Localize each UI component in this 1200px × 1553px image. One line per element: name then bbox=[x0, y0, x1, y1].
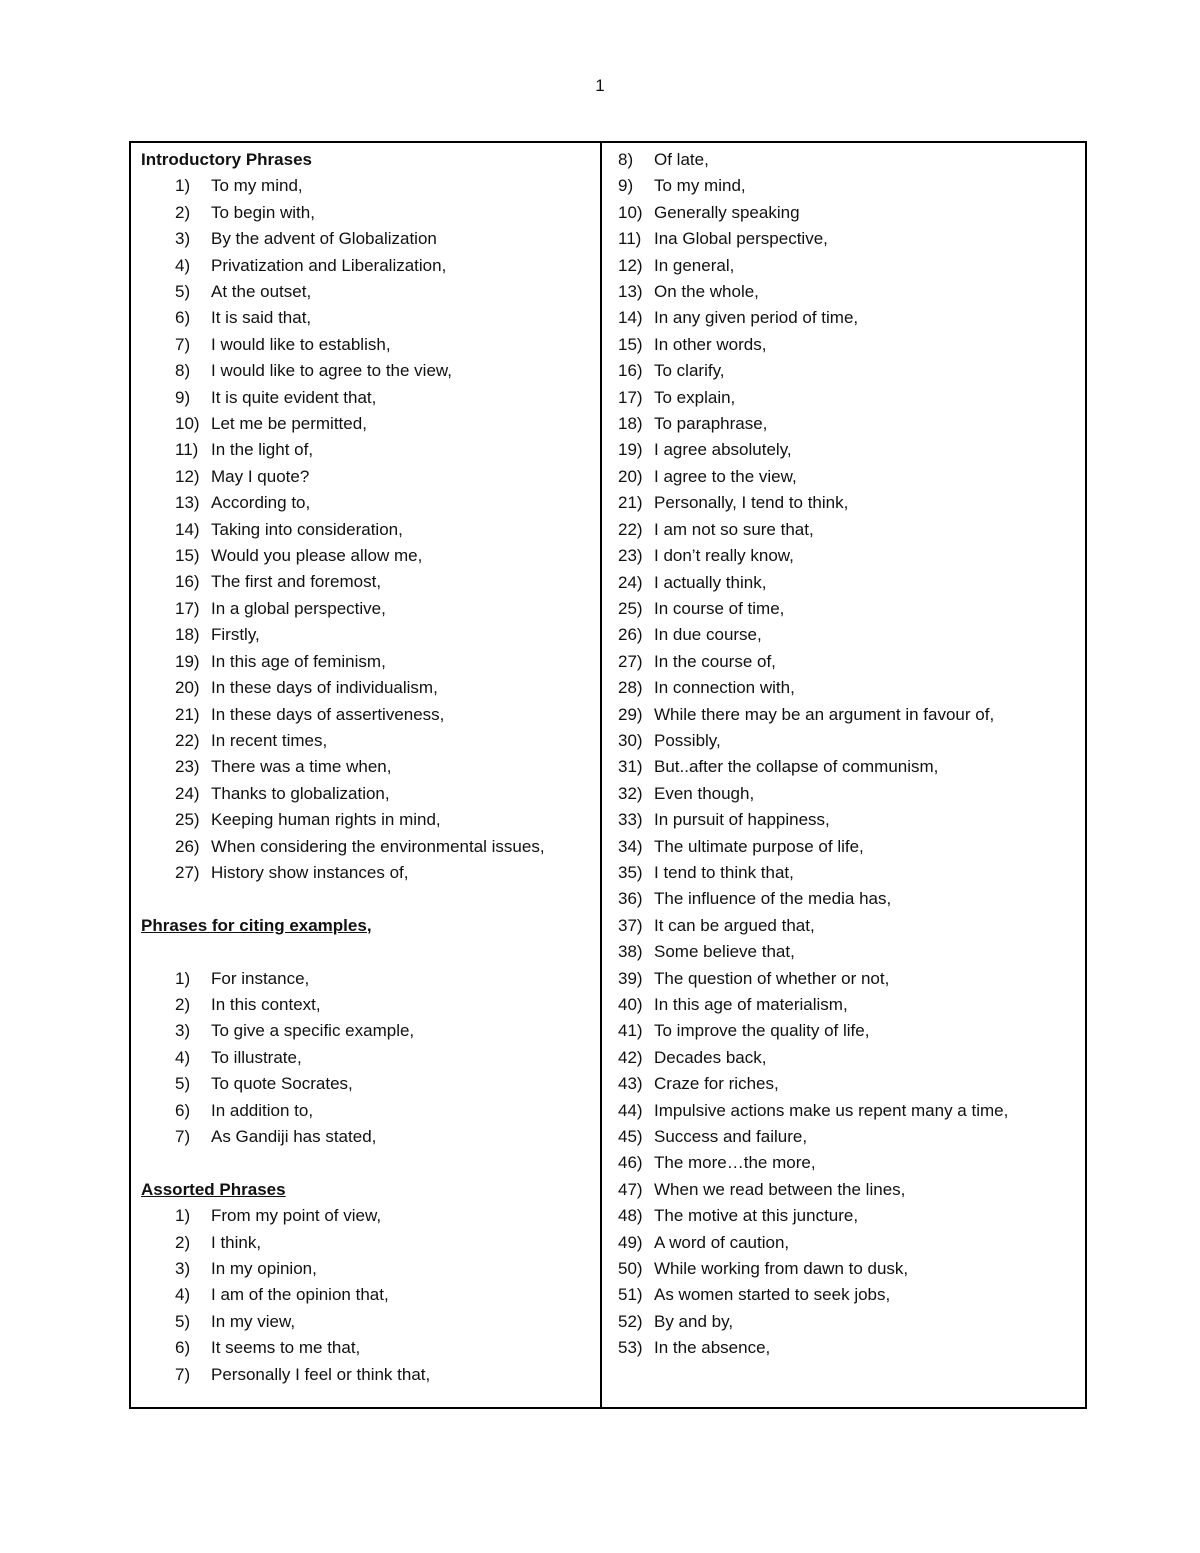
list-item bbox=[618, 147, 1085, 173]
item-number: 47) bbox=[618, 1179, 643, 1199]
item-number: 2) bbox=[175, 202, 191, 222]
item-text: In my opinion, bbox=[211, 1258, 317, 1278]
list-item bbox=[175, 385, 600, 411]
list-item bbox=[618, 675, 1085, 701]
list-item bbox=[618, 1124, 1085, 1150]
spacer bbox=[141, 939, 600, 965]
list-item bbox=[175, 596, 600, 622]
item-number: 9) bbox=[618, 176, 634, 196]
item-number: 50) bbox=[618, 1259, 643, 1279]
item-text: By the advent of Globalization bbox=[211, 229, 437, 249]
item-text: I am of the opinion that, bbox=[211, 1285, 389, 1305]
item-number: 52) bbox=[618, 1311, 643, 1331]
item-number: 22) bbox=[175, 730, 200, 750]
introductory-heading: Introductory Phrases bbox=[141, 150, 312, 169]
item-text: In a global perspective, bbox=[211, 598, 386, 618]
item-number: 1) bbox=[175, 176, 191, 196]
item-text: In this context, bbox=[211, 994, 321, 1014]
item-text: As Gandiji has stated, bbox=[211, 1126, 377, 1146]
item-text: A word of caution, bbox=[654, 1232, 790, 1252]
list-item bbox=[618, 1256, 1085, 1282]
item-text: When we read between the lines, bbox=[654, 1179, 906, 1199]
list-item bbox=[618, 966, 1085, 992]
list-item bbox=[175, 1018, 600, 1044]
item-text: As women started to seek jobs, bbox=[654, 1285, 891, 1305]
item-text: In this age of materialism, bbox=[654, 995, 848, 1014]
list-item bbox=[618, 939, 1085, 965]
item-number: 19) bbox=[175, 651, 200, 671]
item-text: Of late, bbox=[654, 150, 709, 169]
item-number: 45) bbox=[618, 1127, 643, 1147]
item-text: There was a time when, bbox=[211, 757, 392, 777]
item-number: 15) bbox=[618, 334, 643, 354]
item-text: On the whole, bbox=[654, 282, 759, 302]
list-item bbox=[618, 173, 1085, 199]
item-number: 37) bbox=[618, 915, 643, 935]
item-number: 26) bbox=[175, 836, 200, 856]
item-text: The first and foremost, bbox=[211, 572, 382, 592]
list-item bbox=[618, 279, 1085, 305]
item-text: Generally speaking bbox=[654, 202, 800, 222]
item-text: To explain, bbox=[654, 387, 736, 407]
list-item bbox=[618, 1335, 1085, 1361]
item-text: In my view, bbox=[211, 1311, 296, 1331]
item-text: The question of whether or not, bbox=[654, 968, 890, 988]
item-number: 7) bbox=[175, 1364, 191, 1384]
item-text: To paraphrase, bbox=[654, 414, 768, 434]
item-number: 7) bbox=[175, 1126, 191, 1146]
item-text: By and by, bbox=[654, 1311, 734, 1331]
item-text: In course of time, bbox=[654, 598, 785, 618]
item-text: The more…the more, bbox=[654, 1153, 816, 1173]
item-number: 12) bbox=[175, 466, 200, 486]
item-text: I actually think, bbox=[654, 572, 767, 592]
item-number: 8) bbox=[618, 150, 634, 169]
list-item bbox=[175, 543, 600, 569]
item-number: 15) bbox=[175, 546, 200, 566]
item-text: History show instances of, bbox=[211, 862, 409, 882]
list-item bbox=[618, 332, 1085, 358]
item-number: 46) bbox=[618, 1153, 643, 1173]
item-text: In the absence, bbox=[654, 1338, 771, 1358]
item-text: May I quote? bbox=[211, 466, 310, 486]
item-text: In recent times, bbox=[211, 730, 328, 750]
item-number: 22) bbox=[618, 519, 643, 539]
item-text: When considering the environmental issues, bbox=[211, 836, 545, 856]
list-item bbox=[175, 1071, 600, 1097]
item-number: 17) bbox=[175, 598, 200, 618]
item-number: 10) bbox=[175, 414, 200, 434]
list-item bbox=[618, 622, 1085, 648]
list-item bbox=[618, 649, 1085, 675]
item-text: While there may be an argument in favour of, bbox=[654, 704, 995, 724]
list-item bbox=[618, 1230, 1085, 1256]
item-number: 12) bbox=[618, 255, 643, 275]
item-text: In general, bbox=[654, 255, 735, 275]
item-text: At the outset, bbox=[211, 282, 312, 302]
item-text: It seems to me that, bbox=[211, 1338, 361, 1358]
list-item bbox=[618, 226, 1085, 252]
item-number: 38) bbox=[618, 942, 643, 962]
item-number: 21) bbox=[618, 493, 643, 513]
item-number: 48) bbox=[618, 1206, 643, 1226]
item-number: 27) bbox=[618, 651, 643, 671]
item-text: In connection with, bbox=[654, 678, 795, 698]
item-text: It is said that, bbox=[211, 308, 312, 328]
item-text: In these days of individualism, bbox=[211, 678, 438, 698]
phrase-table bbox=[129, 141, 1087, 1409]
list-item bbox=[175, 305, 600, 331]
item-number: 2) bbox=[175, 994, 191, 1014]
item-text: In these days of assertiveness, bbox=[211, 704, 445, 724]
list-item bbox=[175, 966, 600, 992]
spacer bbox=[141, 886, 600, 912]
item-text: Privatization and Liberalization, bbox=[211, 255, 447, 275]
item-text: I agree to the view, bbox=[654, 466, 797, 486]
item-text: In this age of feminism, bbox=[211, 651, 386, 671]
item-number: 28) bbox=[618, 678, 643, 698]
item-number: 27) bbox=[175, 862, 200, 882]
right-column bbox=[602, 143, 1085, 1407]
list-item bbox=[175, 517, 600, 543]
list-item bbox=[618, 543, 1085, 569]
item-number: 5) bbox=[175, 282, 191, 302]
list-item bbox=[175, 992, 600, 1018]
item-text: To begin with, bbox=[211, 202, 315, 222]
list-item bbox=[618, 358, 1085, 384]
list-item bbox=[175, 622, 600, 648]
item-number: 29) bbox=[618, 704, 643, 724]
item-text: Let me be permitted, bbox=[211, 414, 367, 434]
item-text: Personally, I tend to think, bbox=[654, 493, 849, 513]
list-item bbox=[618, 992, 1085, 1018]
item-number: 40) bbox=[618, 995, 643, 1014]
list-item bbox=[175, 807, 600, 833]
list-item bbox=[618, 913, 1085, 939]
item-text: Personally I feel or think that, bbox=[211, 1364, 431, 1384]
list-item bbox=[175, 649, 600, 675]
item-number: 6) bbox=[175, 308, 191, 328]
list-item bbox=[175, 1362, 600, 1388]
list-item bbox=[175, 332, 600, 358]
left-column bbox=[131, 143, 602, 1407]
list-item bbox=[618, 385, 1085, 411]
list-item bbox=[175, 1203, 600, 1229]
item-number: 19) bbox=[618, 440, 643, 460]
list-item bbox=[175, 279, 600, 305]
item-text: The influence of the media has, bbox=[654, 889, 892, 909]
list-item bbox=[175, 226, 600, 252]
item-number: 53) bbox=[618, 1338, 643, 1358]
item-text: To my mind, bbox=[211, 176, 303, 196]
item-number: 21) bbox=[175, 704, 200, 724]
continued-list bbox=[618, 147, 1085, 1362]
list-item bbox=[175, 200, 600, 226]
list-item bbox=[618, 1150, 1085, 1176]
list-item bbox=[175, 860, 600, 886]
item-number: 13) bbox=[618, 282, 643, 302]
list-item bbox=[175, 675, 600, 701]
list-item bbox=[618, 807, 1085, 833]
item-number: 34) bbox=[618, 836, 643, 856]
list-item bbox=[175, 437, 600, 463]
item-number: 35) bbox=[618, 862, 643, 882]
item-number: 39) bbox=[618, 968, 643, 988]
item-text: To give a specific example, bbox=[211, 1021, 415, 1041]
list-item bbox=[175, 173, 600, 199]
list-item bbox=[618, 886, 1085, 912]
item-text: For instance, bbox=[211, 968, 310, 988]
item-number: 1) bbox=[175, 1206, 191, 1226]
list-item bbox=[618, 754, 1085, 780]
list-item bbox=[175, 1230, 600, 1256]
list-item bbox=[175, 253, 600, 279]
item-text: The motive at this juncture, bbox=[654, 1206, 859, 1226]
item-number: 1) bbox=[175, 968, 191, 988]
item-text: Firstly, bbox=[211, 625, 260, 645]
list-item bbox=[618, 1282, 1085, 1308]
item-number: 2) bbox=[175, 1232, 191, 1252]
item-number: 14) bbox=[175, 519, 200, 539]
item-number: 16) bbox=[175, 572, 200, 592]
list-item bbox=[175, 358, 600, 384]
item-number: 20) bbox=[175, 678, 200, 698]
item-number: 51) bbox=[618, 1285, 643, 1305]
item-text: Some believe that, bbox=[654, 942, 795, 962]
list-item bbox=[618, 596, 1085, 622]
item-number: 26) bbox=[618, 625, 643, 645]
list-item bbox=[618, 305, 1085, 331]
item-text: While working from dawn to dusk, bbox=[654, 1259, 909, 1279]
item-text: Keeping human rights in mind, bbox=[211, 810, 441, 830]
item-text: I agree absolutely, bbox=[654, 440, 792, 460]
item-number: 4) bbox=[175, 255, 191, 275]
list-item bbox=[618, 834, 1085, 860]
item-text: In other words, bbox=[654, 334, 767, 354]
item-number: 3) bbox=[175, 1021, 191, 1041]
list-item bbox=[618, 570, 1085, 596]
item-number: 14) bbox=[618, 308, 643, 328]
item-text: In the course of, bbox=[654, 651, 776, 671]
item-number: 11) bbox=[175, 440, 199, 460]
list-item bbox=[618, 1098, 1085, 1124]
item-text: To improve the quality of life, bbox=[654, 1021, 870, 1041]
list-item bbox=[175, 490, 600, 516]
item-number: 17) bbox=[618, 387, 643, 407]
assorted-heading: Assorted Phrases bbox=[141, 1179, 286, 1199]
item-number: 18) bbox=[618, 414, 643, 434]
item-text: In the light of, bbox=[211, 440, 314, 460]
item-number: 43) bbox=[618, 1074, 643, 1094]
item-text: I would like to establish, bbox=[211, 334, 391, 354]
item-number: 3) bbox=[175, 229, 191, 249]
list-item bbox=[618, 1177, 1085, 1203]
item-number: 5) bbox=[175, 1074, 191, 1094]
list-item bbox=[618, 728, 1085, 754]
list-item bbox=[618, 1071, 1085, 1097]
item-text: From my point of view, bbox=[211, 1206, 382, 1226]
item-number: 5) bbox=[175, 1311, 191, 1331]
spacer bbox=[141, 1150, 600, 1176]
item-text: It can be argued that, bbox=[654, 915, 815, 935]
item-text: I am not so sure that, bbox=[654, 519, 814, 539]
item-number: 8) bbox=[175, 361, 191, 381]
item-number: 25) bbox=[175, 810, 200, 830]
item-text: According to, bbox=[211, 493, 311, 513]
item-number: 44) bbox=[618, 1100, 643, 1120]
item-text: To illustrate, bbox=[211, 1047, 302, 1067]
item-number: 13) bbox=[175, 493, 200, 513]
introductory-list bbox=[141, 173, 600, 886]
item-text: In addition to, bbox=[211, 1100, 314, 1120]
item-number: 20) bbox=[618, 466, 643, 486]
list-item bbox=[175, 411, 600, 437]
list-item bbox=[618, 781, 1085, 807]
assorted-list bbox=[141, 1203, 600, 1388]
item-number: 10) bbox=[618, 202, 643, 222]
item-text: In due course, bbox=[654, 625, 762, 645]
list-item bbox=[618, 1045, 1085, 1071]
item-text: Thanks to globalization, bbox=[211, 783, 390, 803]
item-number: 9) bbox=[175, 387, 191, 407]
item-text: In any given period of time, bbox=[654, 308, 859, 328]
item-number: 7) bbox=[175, 334, 191, 354]
item-number: 16) bbox=[618, 361, 643, 381]
list-item bbox=[175, 1309, 600, 1335]
item-number: 41) bbox=[618, 1021, 643, 1041]
list-item bbox=[175, 569, 600, 595]
item-number: 49) bbox=[618, 1232, 643, 1252]
item-number: 23) bbox=[175, 757, 200, 777]
item-number: 23) bbox=[618, 546, 643, 566]
list-item bbox=[175, 728, 600, 754]
item-text: Ina Global perspective, bbox=[654, 229, 828, 249]
item-text: Possibly, bbox=[654, 730, 721, 750]
item-text: I don’t really know, bbox=[654, 546, 794, 566]
list-item bbox=[175, 754, 600, 780]
item-number: 3) bbox=[175, 1258, 191, 1278]
list-item bbox=[175, 834, 600, 860]
list-item bbox=[618, 1309, 1085, 1335]
item-text: To my mind, bbox=[654, 176, 746, 196]
item-number: 6) bbox=[175, 1100, 191, 1120]
item-text: Impulsive actions make us repent many a time, bbox=[654, 1100, 1009, 1120]
list-item bbox=[618, 464, 1085, 490]
list-item bbox=[175, 1256, 600, 1282]
list-item bbox=[175, 1045, 600, 1071]
item-number: 33) bbox=[618, 810, 643, 830]
item-text: In pursuit of happiness, bbox=[654, 810, 830, 830]
item-number: 24) bbox=[175, 783, 200, 803]
item-text: Craze for riches, bbox=[654, 1074, 779, 1094]
item-number: 24) bbox=[618, 572, 643, 592]
item-number: 36) bbox=[618, 889, 643, 909]
item-number: 32) bbox=[618, 783, 643, 803]
list-item bbox=[175, 1124, 600, 1150]
list-item bbox=[618, 1018, 1085, 1044]
list-item bbox=[618, 1203, 1085, 1229]
list-item bbox=[175, 1282, 600, 1308]
item-number: 31) bbox=[618, 757, 643, 777]
item-text: Taking into consideration, bbox=[211, 519, 403, 539]
list-item bbox=[175, 781, 600, 807]
item-number: 18) bbox=[175, 625, 200, 645]
item-text: It is quite evident that, bbox=[211, 387, 377, 407]
list-item bbox=[175, 1335, 600, 1361]
item-number: 25) bbox=[618, 598, 643, 618]
list-item bbox=[618, 702, 1085, 728]
item-number: 6) bbox=[175, 1338, 191, 1358]
item-number: 4) bbox=[175, 1285, 191, 1305]
list-item bbox=[618, 517, 1085, 543]
item-number: 30) bbox=[618, 730, 643, 750]
list-item bbox=[175, 464, 600, 490]
list-item bbox=[618, 490, 1085, 516]
page-number: 1 bbox=[595, 76, 605, 95]
item-text: The ultimate purpose of life, bbox=[654, 836, 864, 856]
list-item bbox=[618, 200, 1085, 226]
citing-list bbox=[141, 966, 600, 1151]
item-text: To clarify, bbox=[654, 361, 725, 381]
list-item bbox=[618, 411, 1085, 437]
list-item bbox=[618, 860, 1085, 886]
item-text: Even though, bbox=[654, 783, 755, 803]
item-text: But..after the collapse of communism, bbox=[654, 757, 939, 777]
list-item bbox=[175, 702, 600, 728]
list-item bbox=[175, 1098, 600, 1124]
item-text: Would you please allow me, bbox=[211, 546, 423, 566]
item-text: I think, bbox=[211, 1232, 262, 1252]
item-text: To quote Socrates, bbox=[211, 1074, 353, 1094]
item-text: I tend to think that, bbox=[654, 862, 794, 882]
list-item bbox=[618, 253, 1085, 279]
item-text: Success and failure, bbox=[654, 1127, 808, 1147]
item-text: I would like to agree to the view, bbox=[211, 361, 452, 381]
item-number: 4) bbox=[175, 1047, 191, 1067]
item-text: Decades back, bbox=[654, 1047, 767, 1067]
item-number: 42) bbox=[618, 1047, 643, 1067]
citing-heading: Phrases for citing examples, bbox=[141, 915, 372, 935]
list-item bbox=[618, 437, 1085, 463]
item-number: 11) bbox=[618, 229, 642, 249]
